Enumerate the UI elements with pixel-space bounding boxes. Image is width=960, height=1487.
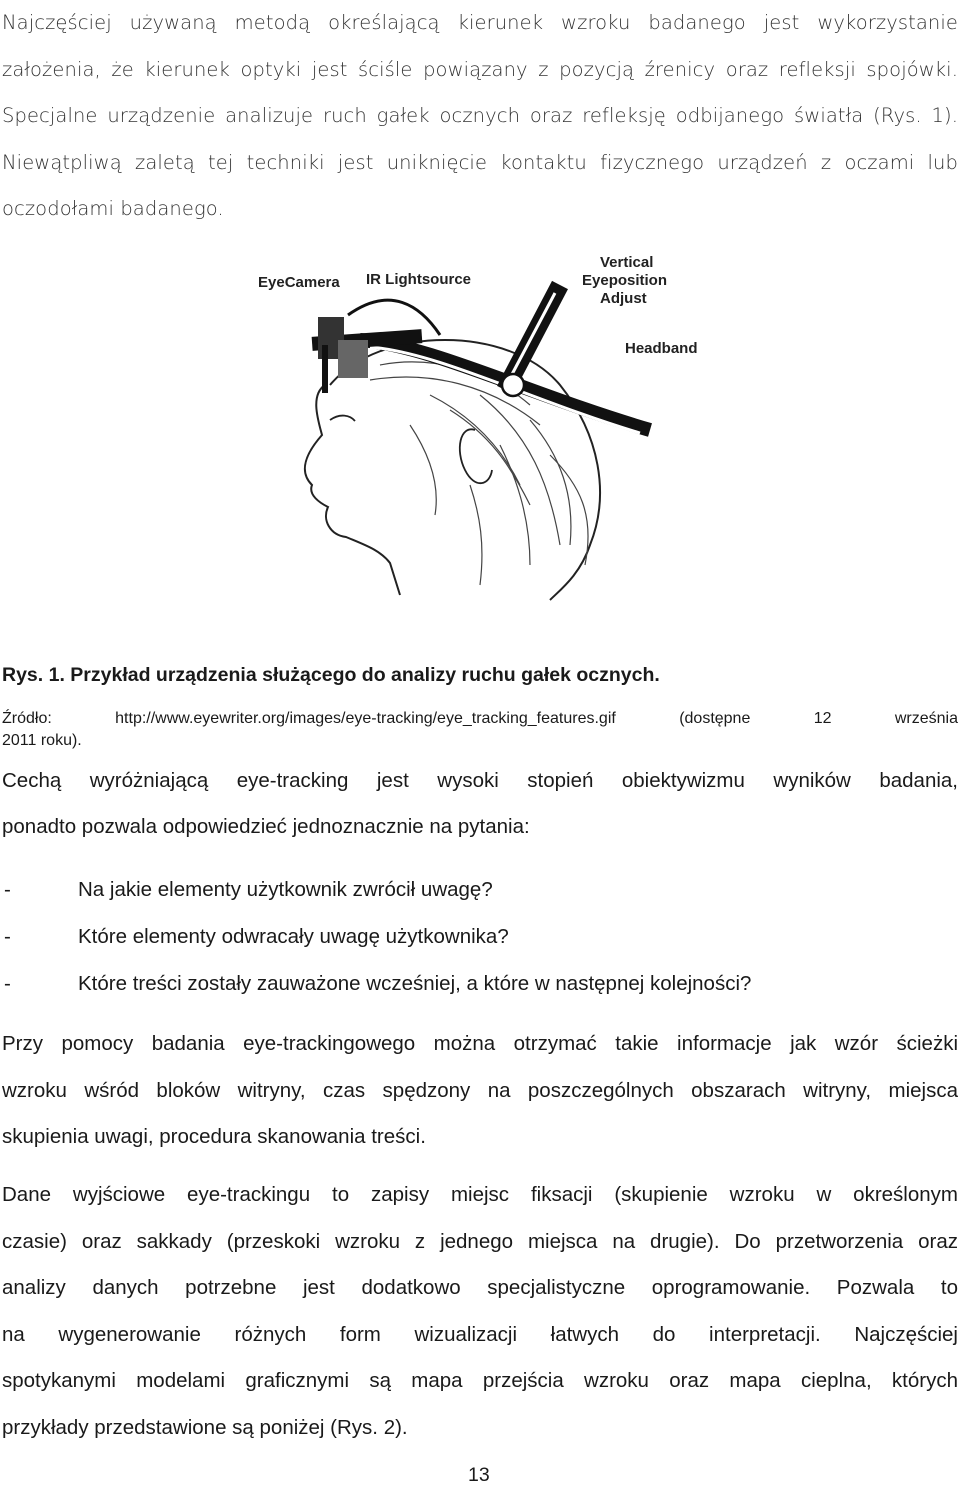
- paragraph-3-line: wzroku wśród bloków witryny, czas spędzony na poszczególnych obszarach witryny, miejsca: [2, 1078, 958, 1102]
- paragraph-1-line: Niewątpliwą zaletą tej techniki jest uniknięcie kontaktu fizycznego urządzeń z oczami lub: [2, 150, 958, 174]
- pivot-joint: [502, 374, 524, 396]
- label-adjust: Adjust: [600, 290, 647, 307]
- page-number: 13: [468, 1464, 490, 1486]
- list-dash: -: [4, 972, 11, 995]
- paragraph-4-line: na wygenerowanie różnych form wizualizacji łatwych do interpretacji. Najczęściej: [2, 1322, 958, 1346]
- paragraph-4-line: analizy danych potrzebne jest dodatkowo specjalistyczne oprogramowanie. Pozwala to: [2, 1276, 958, 1299]
- figure-source: [2, 708, 958, 752]
- list-item-text: Które elementy odwracały uwagę użytkownika?: [78, 925, 509, 948]
- head-outline: [305, 385, 400, 595]
- paragraph-2-line: Cechą wyróżniającą eye-tracking jest wysoki stopień obiektywizmu wyników badania,: [2, 769, 958, 792]
- paragraph-3-line: skupienia uwagi, procedura skanowania treści.: [2, 1125, 426, 1148]
- source-line: Źródło: http://www.eyewriter.org/images/eye-tracking/eye_tracking_features.gif (dostępne 12 września: [2, 710, 958, 727]
- label-eyecamera: EyeCamera: [258, 274, 340, 291]
- cable: [348, 300, 440, 335]
- paragraph-4-line: przykłady przedstawione są poniżej (Rys. 2).: [2, 1415, 408, 1439]
- paragraph-1-line: założenia, że kierunek optyki jest ściśle powiązany z pozycją źrenicy oraz refleksji spojówki.: [2, 57, 958, 81]
- paragraph-2: [2, 758, 958, 850]
- paragraph-4: [2, 1172, 958, 1451]
- paragraph-4-line: spotykanymi modelami graficznymi są mapa przejścia wzroku oraz mapa cieplna, których: [2, 1369, 958, 1392]
- paragraph-4-line: czasie) oraz sakkady (przeskoki wzroku z jednego miejsca na drugie). Do przetworzenia oraz: [2, 1229, 958, 1253]
- label-eyeposition: Eyeposition: [582, 272, 668, 289]
- paragraph-2-line: ponadto pozwala odpowiedzieć jednoznacznie na pytania:: [2, 815, 530, 838]
- eye-tracker-illustration: [230, 245, 730, 605]
- source-line: 2011 roku).: [2, 732, 82, 749]
- paragraph-3: [2, 1021, 958, 1161]
- paragraph-1-line: Specjalne urządzenie analizuje ruch gałek ocznych oraz refleksję odbijanego światła (Rys. 1).: [2, 104, 958, 127]
- list-dash: -: [4, 878, 11, 901]
- paragraph-1-line: oczodołami badanego.: [2, 197, 224, 220]
- paragraph-1: [2, 0, 958, 233]
- label-vertical: Vertical: [600, 254, 654, 271]
- paragraph-3-line: Przy pomocy badania eye-trackingowego można otrzymać takie informacje jak wzór ścieżki: [2, 1032, 958, 1055]
- label-ir-lightsource: IR Lightsource: [366, 271, 472, 288]
- paragraph-1-line: Najczęściej używaną metodą określającą kierunek wzroku badanego jest wykorzystanie: [2, 11, 958, 34]
- eye: [330, 416, 355, 421]
- list-item-text: Na jakie elementy użytkownik zwrócił uwagę?: [78, 878, 493, 901]
- figure-caption: Rys. 1. Przykład urządzenia służącego do analizy ruchu gałek ocznych.: [2, 664, 660, 686]
- list-item-text: Które treści zostały zauważone wcześniej, a które w następnej kolejności?: [78, 972, 752, 995]
- label-headband: Headband: [625, 340, 698, 357]
- paragraph-4-line: Dane wyjściowe eye-trackingu to zapisy miejsc fiksacji (skupienie wzroku w określonym: [2, 1183, 958, 1206]
- list-dash: -: [4, 925, 11, 948]
